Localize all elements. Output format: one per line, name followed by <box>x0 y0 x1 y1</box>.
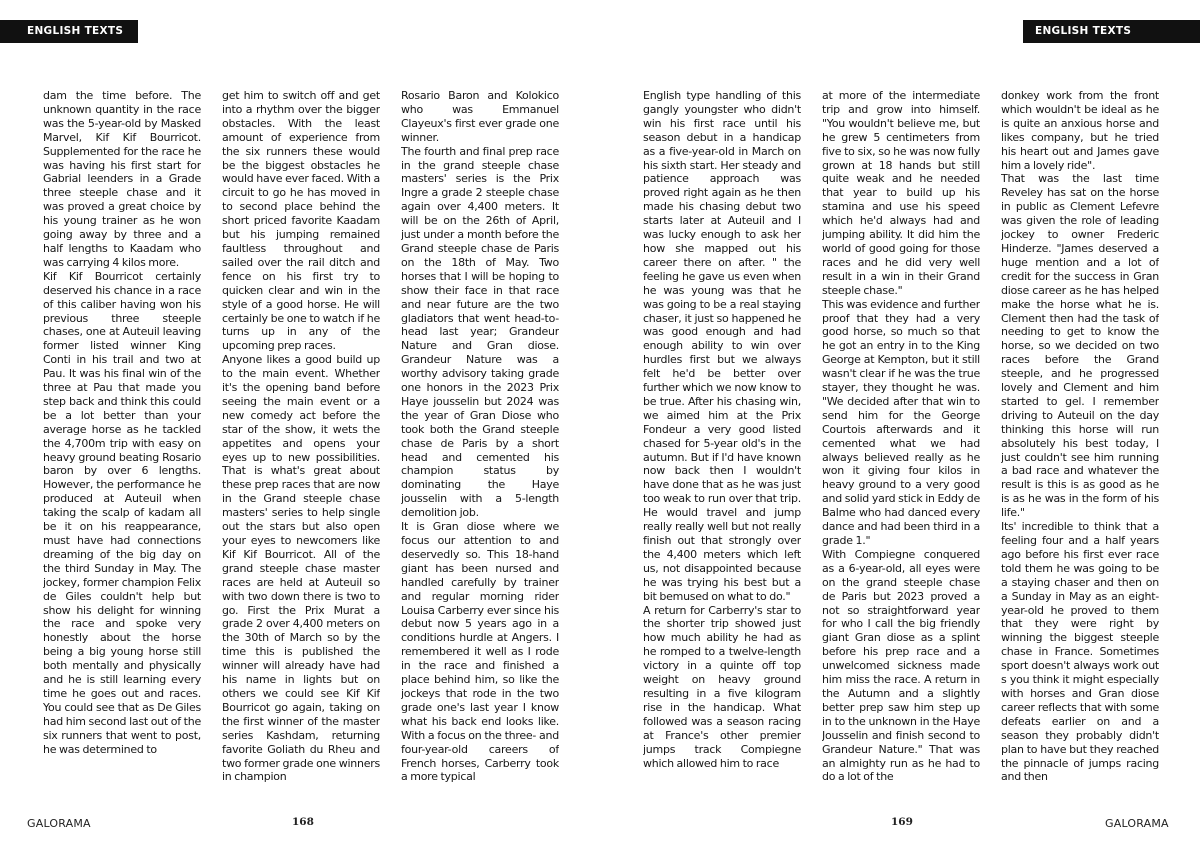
paragraph: at more of the intermediate trip and grow into himself. "You wouldn't believe me, but he grew 5 centimeters from five to six, so he was now fully grown at 18 hands but still quite weak and he needed that year to build up his stamina and use his speed which he'd always had and jumping ability. It did him the world of good going for those races and he did very well result in a win in their Grand steeple chase." <box>822 89 980 297</box>
paragraph: dam the time before. The unknown quantity in the race was the 5-year-old by Masked Marvel, Kif Kif Bourricot. Supplemented for the race he was having his first start for Gabrial leenders in a Grade three steeple chase and it was proved a great choice by his young trainer as he won going away by three and a half lengths to Kaadam who was carrying 4 kilos more. <box>43 89 201 269</box>
text-column-3 <box>401 89 559 797</box>
page-number-right: 169 <box>891 816 913 828</box>
paragraph: A return for Carberry's star to the shorter trip showed just how much ability he had as he romped to a twelve-length victory in a quinte off top weight on heavy ground resulting in a five kilogram rise in the handicap. What followed was a season racing at France's other premier jumps track Compiegne which allowed him to race <box>643 603 801 770</box>
paragraph: This was evidence and further proof that they had a very good horse, so much so that he got an entry in to the King George at Kempton, but it still wasn't clear if he was the true stayer, they thought he was. "We decided after that win to send him for the George Courtois afterwards and it cemented what we had always believed really as he won it giving four kilos in heavy ground to a very good and solid yard stick in Eddy de Balme who had danced every dance and had been third in a grade 1." <box>822 297 980 547</box>
text-column-5 <box>822 89 980 797</box>
paragraph: English type handling of this gangly youngster who didn't win his first race until his season debut in a handicap as a five-year-old in March on his sixth start. Her steady and patience approach was proved right again as he then made his chasing debut two starts later at Auteuil and I was lucky enough to ask her how she mapped out his career there on after. " the feeling he gave us even when he was young was that he was going to be a real staying chaser, it just so happened he was good enough and had enough ability to win over hurdles first but we always felt he'd be better over further which we now know to be true. After his chasing win, we aimed him at the Prix Fondeur a very good listed chased for 5-year old's in the autumn. But if I'd have known now back then I wouldn't have done that as he was just too weak to run over that trip. He would travel and jump really really well but not really finish out that strongly over the 4,400 meters which left us, not disappointed because he was trying his best but a bit bemused on what to do." <box>643 89 801 603</box>
paragraph: Its' incredible to think that a feeling four and a half years ago before his first ever race told them he was going to be a staying chaser and then on a Sunday in May as an eight-year-old he proved to them that they were right by winning the biggest steeple chase in France. Sometimes sport doesn't always work out s you think it might especially with horses and Gran diose career reflects that with some defeats earlier on and a season they probably didn't plan to have but they reached the pinnacle of jumps racing and then <box>1001 520 1159 784</box>
text-column-4 <box>643 89 801 797</box>
paragraph: It is Gran diose where we focus our attention to and deservedly so. This 18-hand giant has been nursed and handled carefully by trainer and regular morning rider Louisa Carberry ever since his debut now 5 years ago in a conditions hurdle at Angers. I remembered it well as I rode in the race and finished a place behind him, so like the jockeys that rode in the two grade one's last year I know what his back end looks like. With a focus on the three- and four-year-old careers of French horses, Carberry took a more typical <box>401 520 559 784</box>
paragraph: Kif Kif Bourricot certainly deserved his chance in a race of this caliber having won his previous three steeple chases, one at Auteuil leaving former listed winner King Conti in his trail and two at Pau. It was his final win of the three at Pau that made you step back and think this could be a lot better than your average horse as he tackled the 4,700m trip with easy on heavy ground beating Rosario baron by over 6 lengths. However, the performance he produced at Auteuil when taking the scalp of kadam all be it on his reappearance, must have had connections dreaming of the big day on the third Sunday in May. The jockey, former champion Felix de Giles couldn't help but show his delight for winning the race and spoke very honestly about the horse being a big young horse still both mentally and physically and he is still learning every time he goes out and races. You could see that as De Giles had him second last out of the six runners that went to post, he was determined to <box>43 269 201 756</box>
text-column-2 <box>222 89 380 797</box>
paragraph: The fourth and final prep race in the grand steeple chase masters' series is the Prix Ingre a grade 2 steeple chase again over 4,400 meters. It will be on the 26th of April, just under a month before the Grand steeple chase de Paris on the 18th of May. Two horses that I will be hoping to show their face in that race and near future are the two gladiators that went head-to-head last year; Grandeur Nature and Gran diose. Grandeur Nature was a worthy advisory taking grade one honors in the 2023 Prix Haye jousselin but 2024 was the year of Gran Diose who took both the Grand steeple chase de Paris by a short head and cemented his champion status by dominating the Haye jousselin with a 5-length demolition job. <box>401 144 559 520</box>
page-number-left: 168 <box>292 816 314 828</box>
text-column-1 <box>43 89 201 797</box>
text-column-6 <box>1001 89 1159 797</box>
paragraph: Rosario Baron and Kolokico who was Emmanuel Clayeux's first ever grade one winner. <box>401 89 559 144</box>
paragraph: With Compiegne conquered as a 6-year-old, all eyes were on the grand steeple chase de Paris but 2023 proved a not so straightforward year for who I call the big friendly giant Gran diose as a splint before his prep race and a unwelcomed sickness made him miss the race. A return in the Autumn and a slightly better prep saw him step up in to the unknown in the Haye Jousselin and finish second to Grandeur Nature." That was an almighty run as he had to do a lot of the <box>822 547 980 784</box>
paragraph: That was the last time Reveley has sat on the horse in public as Clement Lefevre was given the role of leading jockey to owner Frederic Hinderze. "James deserved a huge mention and a lot of credit for the success in Gran diose career as he has helped make the horse what he is. Clement then had the task of needing to get to know the horse, so we decided on two races before the Grand steeple, and he progressed lovely and Clement and him started to gel. I remember driving to Auteuil on the day thinking this horse will run absolutely his best today, I just couldn't see him running a bad race and whatever the result is this is as good as he is as he was in the form of his life." <box>1001 172 1159 520</box>
section-tab-right: ENGLISH TEXTS <box>1023 20 1200 43</box>
paragraph: get him to switch off and get into a rhythm over the bigger obstacles. With the least amount of experience from the six runners these would be the biggest obstacles he would have ever faced. With a circuit to go he has moved in to second place behind the short priced favorite Kaadam but his jumping remained faultless throughout and sailed over the rail ditch and fence on his first try to quicken clear and win in the style of a good horse. He will certainly be one to watch if he turns up in any of the upcoming prep races. <box>222 89 380 353</box>
footer-logo-right: GALORAMA <box>1105 817 1169 830</box>
paragraph: Anyone likes a good build up to the main event. Whether it's the opening band before seeing the main event or a new comedy act before the star of the show, it wets the appetites and opens your eyes up to new possibilities. That is what's great about these prep races that are now in the Grand steeple chase masters' series to help single out the stars but also open your eyes to newcomers like Kif Kif Bourricot. All of the grand steeple chase master races are held at Auteuil so with two down there is two to go. First the Prix Murat a grade 2 over 4,400 meters on the 30th of March so by the time this is published the winner will already have had his name in lights but on others we could see Kif Kif Bourricot go again, taking on the first winner of the master series Kashdam, returning favorite Goliath du Rheu and two former grade one winners in champion <box>222 353 380 784</box>
section-tab-left: ENGLISH TEXTS <box>0 20 138 43</box>
footer-logo-left: GALORAMA <box>27 817 91 830</box>
paragraph: donkey work from the front which wouldn't be ideal as he is quite an anxious horse and likes company, but he tried his heart out and James gave him a lovely ride". <box>1001 89 1159 172</box>
